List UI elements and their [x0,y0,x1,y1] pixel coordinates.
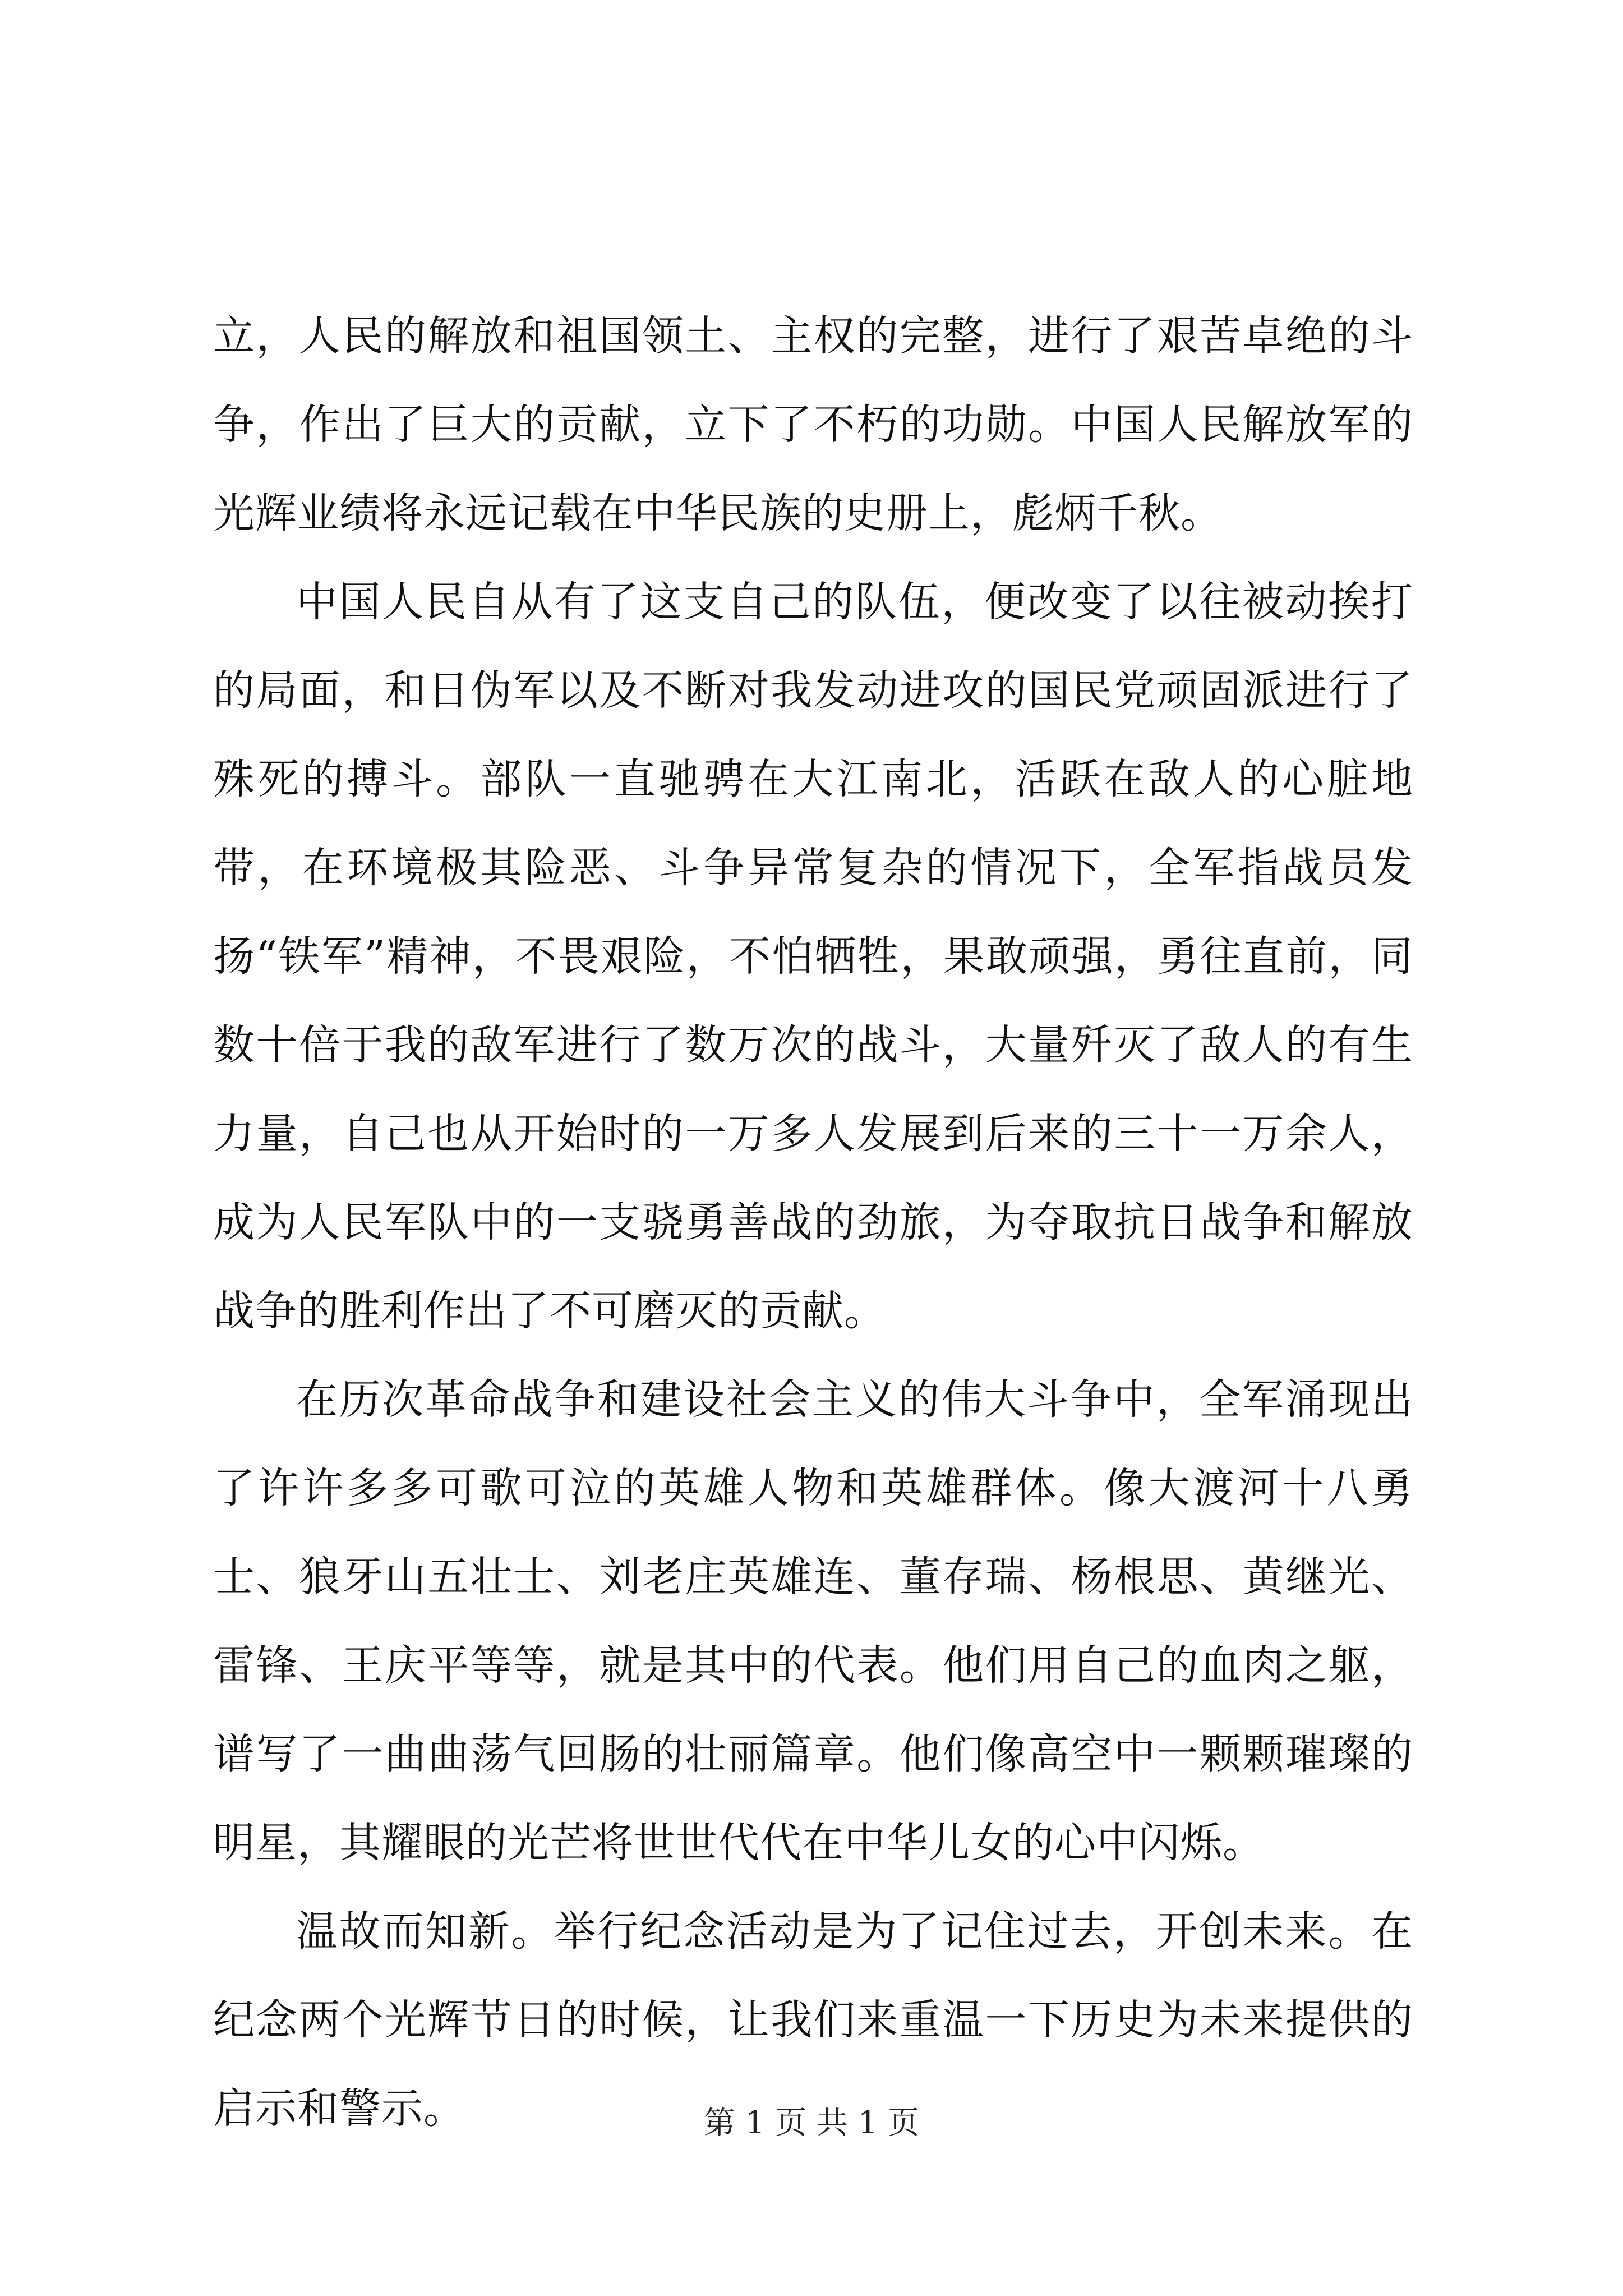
page-number-footer: 第 1 页 共 1 页 [703,2105,920,2141]
paragraph-1: 立，人民的解放和祖国领土、主权的完整，进行了艰苦卓绝的斗争，作出了巨大的贡献，立下了不朽的功勋。中国人民解放军的光辉业绩将永远记载在中华民族的史册上，彪炳千秋。 [213,312,1413,537]
document-body [213,292,1413,2153]
paragraph-2: 中国人民自从有了这支自己的队伍，便改变了以往被动挨打的局面，和日伪军以及不断对我发动进攻的国民党顽固派进行了殊死的搏斗。部队一直驰骋在大江南北，活跃在敌人的心脏地带，在环境极其险恶、斗争异常复杂的情况下，全军指战员发扬“铁军”精神，不畏艰险，不怕牺牲，果敢顽强，勇往直前，同数十倍于我的敌军进行了数万次的战斗，大量歼灭了敌人的有生力量，自己也从开始时的一万多人发展到后来的三十一万余人，成为人民军队中的一支骁勇善战的劲旅，为夺取抗日战争和解放战争的胜利作出了不可磨灭的贡献。 [213,578,1413,1335]
paragraph-3: 在历次革命战争和建设社会主义的伟大斗争中，全军涌现出了许许多多可歌可泣的英雄人物和英雄群体。像大渡河十八勇士、狼牙山五壮士、刘老庄英雄连、董存瑞、杨根思、黄继光、雷锋、王庆平等等，就是其中的代表。他们用自己的血肉之躯，谱写了一曲曲荡气回肠的壮丽篇章。他们像高空中一颗颗璀璨的明星，其耀眼的光芒将世世代代在中华儿女的心中闪烁。 [213,1375,1413,1867]
paragraph-4: 温故而知新。举行纪念活动是为了记住过去，开创未来。在纪念两个光辉节日的时候，让我们来重温一下历史为未来提供的启示和警示。 [213,1907,1413,2133]
